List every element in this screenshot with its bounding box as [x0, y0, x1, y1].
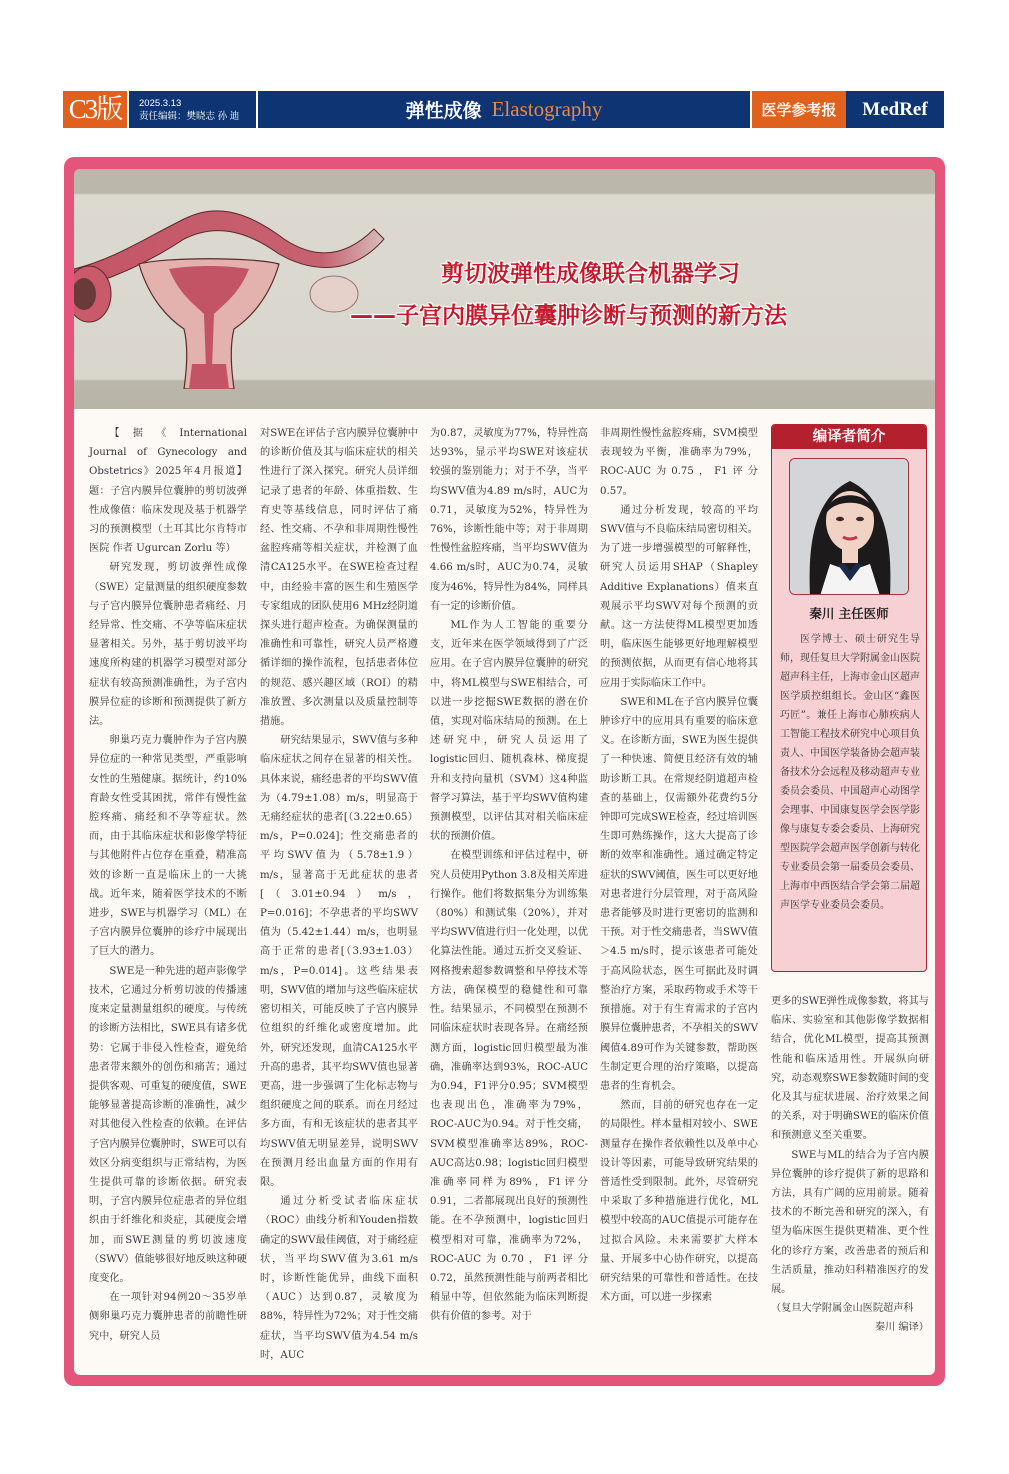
section-title-cn: 弹性成像 — [405, 100, 482, 122]
brand-logo: MedRef — [846, 91, 944, 128]
edition-label: C3版 — [63, 91, 127, 128]
article-credit: （复旦大学附属金山医院超声科 — [771, 1303, 914, 1315]
issue-editors: 责任编辑：樊晓志 孙 迪 — [139, 111, 240, 122]
paragraph: SWE与ML的结合为子宫内膜异位囊肿的诊疗提供了新的思路和方法，具有广阔的应用前景。随着技术的不断完善和研究的深入，有望为临床医生提供更精准、更个性化的诊疗方案，改善患者的预后和生活质量，推动妇科精准医疗的发展。 — [771, 1149, 929, 1296]
paragraph: SWE是一种先进的超声影像学技术，它通过分析剪切波的传播速度来定量测量组织的硬度。与传统的诊断方法相比，SWE具有诸多优势：它属于非侵入性检查，避免给患者带来额外的创伤和痛苦；通过提供客观、可重复的硬度值，SWE能够显著提高诊断的准确性，减少对其他侵入性检查的依赖。在评估子宫内膜异位囊肿时，SWE可以有效区分病变组织与正常结构，为医生提供可靠的诊断依据。研究表明，子宫内膜异位症患者的异位组织由于纤维化和炎症，其硬度会增加，而SWE测量的剪切波速度（SWV）值能够很好地反映这种硬度变化。 — [89, 965, 247, 1284]
newspaper-name: 医学参考报 — [752, 91, 846, 128]
paragraph: 对SWE在评估子宫内膜异位囊肿中的诊断价值及其与临床症状的相关性进行了深入探究。研究人员详细记录了患者的年龄、体重指数、生育史等基线信息，同时评估了痛经、性交痛、不孕和非周期性慢性盆腔疼痛等相关症状，并检测了血清CA125水平。在SWE检查过程中，由经验丰富的医生和生殖医学专家组成的团队使用6 MHz经阴道探头进行超声检查。为确保测量的准确性和可靠性，研究人员严格遵循详细的操作流程，包括患者体位的规范、感兴趣区域（ROI）的精准放置、多次测量以及质量控制等措施。 — [260, 428, 418, 728]
translator-bio: 医学博士、硕士研究生导师，现任复旦大学附属金山医院超声科主任，上海市金山区超声医学质控组组长。金山区“鑫医巧匠”。兼任上海市心肺疾病人工智能工程技术研究中心项目负责人、中国医学装备协会超声装备技术分会远程及移动超声专业委员会委员、中国超声心动图学会理事、中国康复医学会医学影像与康复专委会委员、上海研究型医院学会超声医学创新与转化专业委员会第一届委员会委员、上海市中西医结合学会第二届超声医学专业委员会委员。 — [780, 634, 920, 911]
hero-banner — [74, 169, 935, 409]
paragraph: 在模型训练和评估过程中，研究人员使用Python 3.8及相关库进行操作。他们将数据集分为训练集（80%）和测试集（20%），并对平均SWV值进行归一化处理，以优化算法性能。通过五折交叉验证、网格搜索超参数调整和早停技术等方法，确保模型的稳健性和可靠性。结果显示，不同模型在预测不同临床症状时表现各异。在痛经预测方面，logistic回归模型最为准确，准确率达到93%，ROC-AUC为0.94，F1评分0.95；SVM模型也表现出色，准确率为79%，ROC-AUC为0.94。对于性交痛，SVM模型准确率达89%，ROC-AUC高达0.98；logistic回归模型准确率同样为89%，F1评分0.91，二者都展现出良好的预测性能。在不孕预测中，logistic回归模型相对可靠，准确率为72%，ROC-AUC为0.70，F1评分0.72，虽然预测性能与前两者相比稍显中等，但依然能为临床判断提供有价值的参考。对于 — [430, 850, 588, 1323]
article-column-3 — [430, 424, 588, 1327]
section-title — [258, 91, 750, 128]
article-column-1 — [89, 424, 247, 1346]
article-credit-name: 秦川 编译） — [874, 1322, 929, 1334]
translator-portrait-icon — [789, 458, 909, 595]
paragraph: 在一项针对94例20～35岁单侧卵巢巧克力囊肿患者的前瞻性研究中，研究人员 — [89, 1292, 247, 1342]
paragraph: 非周期性慢性盆腔疼痛，SVM模型表现较为平衡，准确率为79%，ROC-AUC为0.75，F1评分0.57。 — [600, 428, 758, 497]
paragraph: 通过分析受试者临床症状（ROC）曲线分析和Youden指数确定的SWV最佳阈值，对于痛经症状，当平均SWV值为3.61 m/s时，诊断性能优异，曲线下面积（AUC）达到0.87，灵敏度为88%，特异性为72%；对于性交痛症状，当平均SWV值为4.54 m/s时，AUC — [260, 1196, 418, 1361]
section-title-en: Elastography — [491, 97, 603, 121]
masthead — [63, 91, 944, 128]
paragraph: 【据《International Journal of Gynecology and Obstetrics》2025年4月报道】题：子宫内膜异位囊肿的剪切波弹性成像值：临床发现及基于机器学习的预测模型（土耳其比尔肯特市医院 作者 Ugurcan Zorlu 等） — [89, 428, 247, 555]
article-column-2 — [260, 424, 418, 1365]
paragraph: 通过分析发现，较高的平均SWV值与不良临床结局密切相关。为了进一步增强模型的可解释性，研究人员运用SHAP（Shapley Additive Explanations）值来直观展示平均SWV对每个预测的贡献。这一方法使得ML模型更加透明，临床医生能够更好地理解模型的预测依据，从而更有信心地将其应用于实际临床工作中。 — [600, 504, 758, 689]
subheadline: ——子宫内膜异位囊肿诊断与预测的新方法 — [350, 303, 787, 329]
headline: 剪切波弹性成像联合机器学习 — [441, 261, 740, 287]
translator-heading: 编译者简介 — [772, 425, 926, 449]
paragraph: ML作为人工智能的重要分支，近年来在医学领域得到了广泛应用。在子宫内膜异位囊肿的研究中，将ML模型与SWE相结合，可以进一步挖掘SWE数据的潜在价值，实现对临床结局的预测。在上述研究中，研究人员运用了logistic回归、随机森林、梯度提升和支持向量机（SVM）这4种监督学习算法，基于平均SWV值构建预测模型，以评估其对相关临床症状的预测价值。 — [430, 620, 588, 843]
paragraph: 研究发现，剪切波弹性成像（SWE）定量测量的组织硬度参数与子宫内膜异位囊肿患者痛经、月经异常、性交痛、不孕等临床症状显著相关。另外，基于剪切波平均速度所构建的机器学习模型对部分症状有较高预测准确性，为子宫内膜异位症的诊断和预测提供了新方法。 — [89, 562, 247, 728]
article-column-5 — [771, 992, 929, 1338]
translator-name: 秦川 主任医师 — [809, 606, 889, 621]
paragraph: 为0.87，灵敏度为77%，特异性高达93%，显示平均SWE对该症状较强的鉴别能力；对于不孕，当平均SWV值为4.89 m/s时，AUC为0.71，灵敏度为52%，特异性为76%，诊断性能中等；对于非周期性慢性盆腔疼痛，当平均SWV值为4.66 m/s时，AUC为0.74，灵敏度为46%，特异性为84%，同样具有一定的诊断价值。 — [430, 428, 588, 612]
article-column-4 — [600, 424, 758, 1307]
paragraph: 卵巢巧克力囊肿作为子宫内膜异位症的一种常见类型，严重影响女性的生殖健康。据统计，约10%育龄女性受其困扰，常伴有慢性盆腔疼痛、痛经和不孕等症状。然而，由于其临床症状和影像学特征与其他附件占位存在重叠，精准高效的诊断一直是临床上的一大挑战。近年来，随着医学技术的不断进步，SWE与机器学习（ML）在子宫内膜异位囊肿的诊疗中展现出了巨大的潜力。 — [89, 735, 247, 958]
paragraph: 然而，目前的研究也存在一定的局限性。样本量相对较小、SWE测量存在操作者依赖性以及单中心设计等因素，可能导致研究结果的普适性受到限制。此外，尽管研究中采取了多种措施进行优化，ML模型中较高的AUC值提示可能存在过拟合风险。未来需要扩大样本量、开展多中心协作研究，以提高研究结果的可靠性和普适性。在技术方面，可以进一步探索 — [600, 1100, 758, 1304]
translator-profile — [771, 424, 927, 972]
uterus-illustration-icon — [74, 199, 434, 389]
paragraph: SWE和ML在子宫内膜异位囊肿诊疗中的应用具有重要的临床意义。在诊断方面，SWE为医生提供了一种快速、简便且经济有效的辅助诊断工具。在常规经阴道超声检查的基础上，仅需额外花费约5分钟即可完成SWE检查，经过培训医生即可熟练操作，这大大提高了诊断的效率和准确性。通过确定特定症状的SWV阈值，医生可以更好地对患者进行分层管理，对于高风险患者能够及时进行更密切的监测和干预。对于性交痛患者，当SWV值＞4.5 m/s时，提示该患者可能处于高风险状态，医生可据此及时调整治疗方案，采取药物或手术等干预措施。对于有生育需求的子宫内膜异位囊肿患者，不孕相关的SWV阈值4.89可作为关键参数，帮助医生制定更合理的治疗策略，以提高患者的生育机会。 — [600, 696, 758, 1092]
issue-date: 2025.3.13 — [139, 98, 182, 109]
paragraph: 研究结果显示，SWV值与多种临床症状之间存在显著的相关性。具体来说，痛经患者的平均SWV值为（4.79±1.08）m/s，明显高于无痛经症状的患者[（3.22±0.65）m/s，P=0.024]；性交痛患者的平均SWV值为（5.78±1.9）m/s，显著高于无此症状的患者[（3.01±0.94）m/s，P=0.016]；不孕患者的平均SWV值为（5.42±1.44）m/s，也明显高于正常的患者[（3.93±1.03）m/s，P=0.014]。这些结果表明，SWV值的增加与这些临床症状密切相关，可能反映了子宫内膜异位组织的纤维化或密度增加。此外，研究还发现，血清CA125水平升高的患者，其平均SWV值也显著更高，进一步强调了生化标志物与组织硬度之间的联系。而在月经过多方面，有和无该症状的患者其平均SWV值无明显差异，说明SWV在预测月经出血量方面的作用有限。 — [260, 735, 418, 1188]
issue-meta — [129, 91, 256, 128]
paragraph: 更多的SWE弹性成像参数，将其与临床、实验室和其他影像学数据相结合，优化ML模型，提高其预测性能和临床适用性。开展纵向研究，动态观察SWE参数随时间的变化及其与症状进展、治疗效果之间的关系，对于明确SWE的临床价值和预测意义至关重要。 — [771, 996, 929, 1142]
article-body — [74, 169, 935, 1375]
article-frame — [64, 157, 945, 1386]
